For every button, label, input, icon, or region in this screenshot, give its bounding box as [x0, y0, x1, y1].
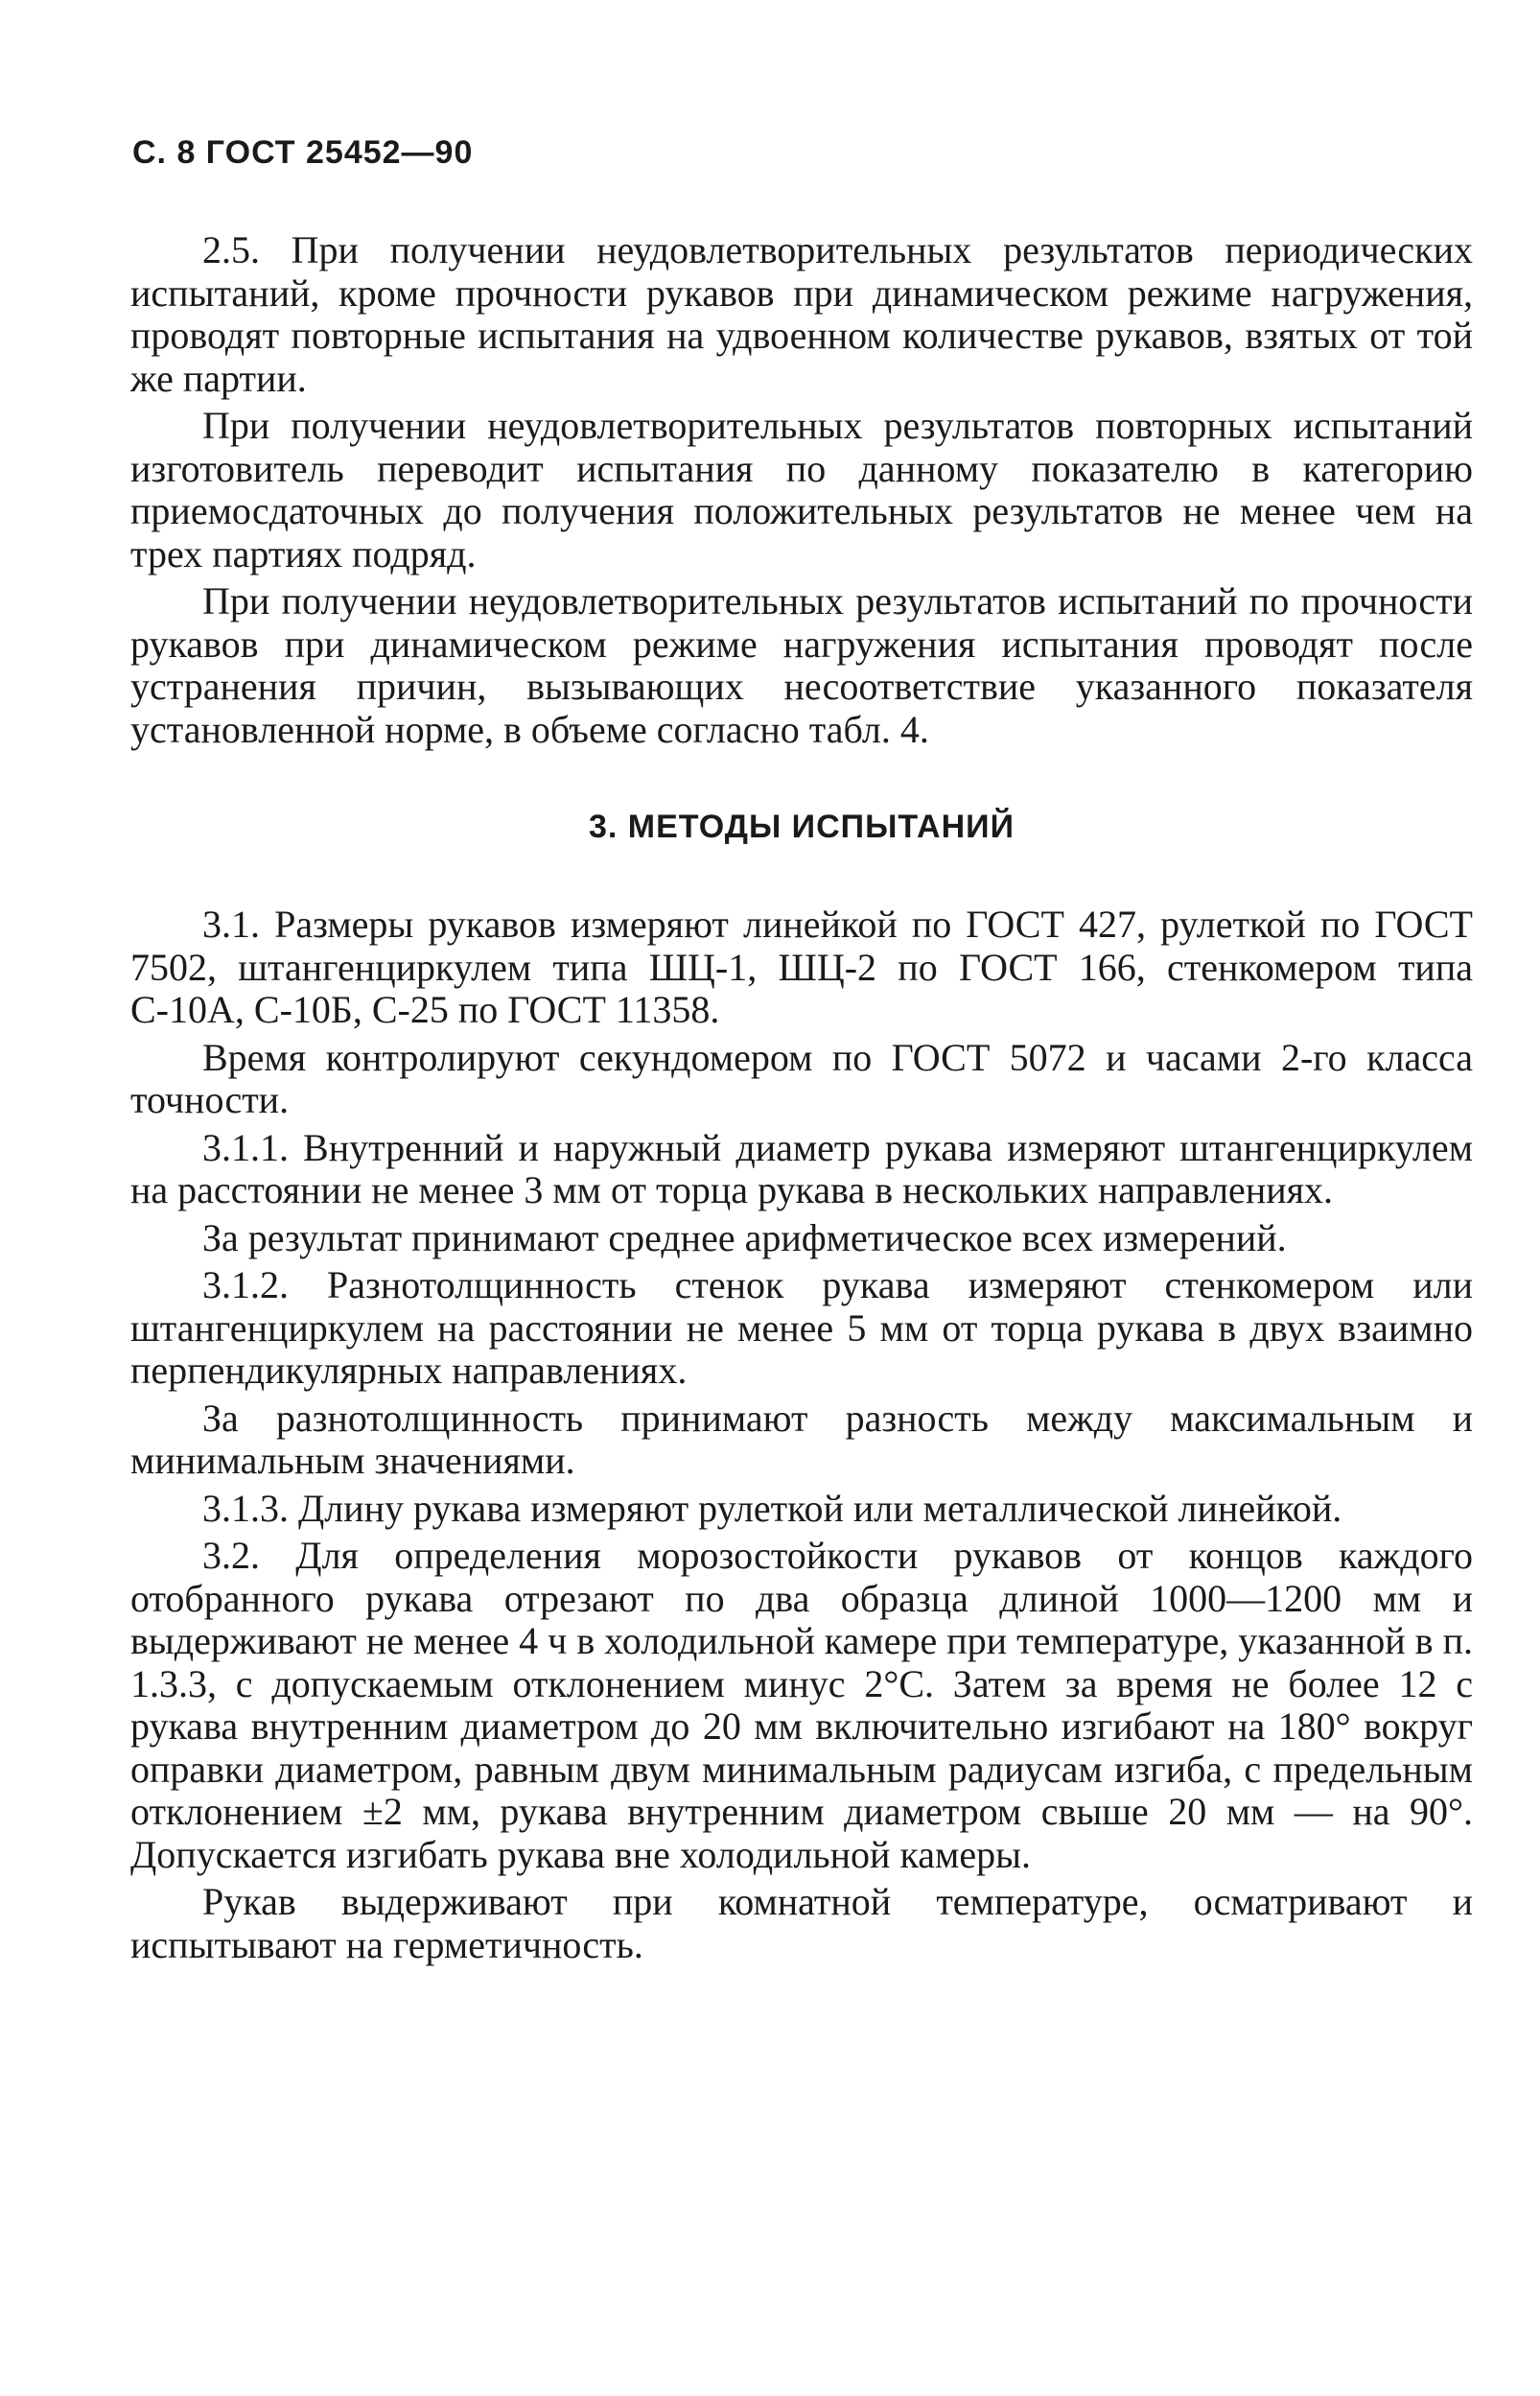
- paragraph-3-1: 3.1. Размеры рукавов измеряют линейкой по ГОСТ 427, рулеткой по ГОСТ 7502, штангенциркулем типа ШЦ-1, ШЦ-2 по ГОСТ 166, стенкомером типа С-10А, С-10Б, С-25 по ГОСТ 11358.: [130, 903, 1473, 1031]
- paragraph-3-1-1: 3.1.1. Внутренний и наружный диаметр рукава измеряют штангенциркулем на расстоянии не менее 3 мм от торца рукава в нескольких направлениях.: [130, 1125, 1473, 1211]
- paragraph-repeat-tests: При получении неудовлетворительных результатов повторных испытаний изготовитель переводит испытания по данному показателю в категорию приемосдаточных до получения положительных результатов не менее чем на трех партиях подряд.: [130, 404, 1473, 576]
- paragraph-result-average: За результат принимают среднее арифметическое всех измерений.: [202, 1215, 1287, 1259]
- paragraph-thickness-difference: За разнотолщинность принимают разность между максимальным и минимальным значениями.: [130, 1396, 1473, 1482]
- paragraph-dynamic-strength: При получении неудовлетворительных результатов испытаний по прочности рукавов при динамическом режиме нагружения испытания проводят после устранения причин, вызывающих несоответствие указанного показателя установленной норме, в объеме согласно табл. 4.: [130, 579, 1473, 751]
- document-page: [130, 134, 1473, 1966]
- paragraph-3-1-2: 3.1.2. Разнотолщинность стенок рукава измеряют стенкомером или штангенциркулем на расстоянии не менее 5 мм от торца рукава в двух взаимно перпендикулярных направлениях.: [130, 1263, 1473, 1392]
- paragraph-3-1-3: 3.1.3. Длину рукава измеряют рулеткой или металлической линейкой.: [202, 1486, 1342, 1530]
- paragraph-2-5: 2.5. При получении неудовлетворительных результатов периодических испытаний, кроме прочности рукавов при динамическом режиме нагружения, проводят повторные испытания на удвоенном количестве рукавов, взятых от той же партии.: [130, 228, 1473, 400]
- paragraph-3-2: 3.2. Для определения морозостойкости рукавов от концов каждого отобранного рукава отрезают по два образца длиной 1000—1200 мм и выдерживают не менее 4 ч в холодильной камере при температуре, указанной в п. 1.3.3, с допускаемым отклонением минус 2°С. Затем за время не более 12 с рукава внутренним диаметром до 20 мм включительно изгибают на 180° вокруг оправки диаметром, равным двум минимальным радиусам изгиба, с предельным отклонением ±2 мм, рукава внутренним диаметром свыше 20 мм — на 90°. Допускается изгибать рукава вне холодильной камеры.: [130, 1534, 1473, 1876]
- page-header: С. 8 ГОСТ 25452—90: [132, 134, 474, 171]
- section-title: 3. МЕТОДЫ ИСПЫТАНИЙ: [589, 809, 1015, 845]
- paragraph-room-temperature: Рукав выдерживают при комнатной температуре, осматривают и испытывают на герметичность.: [130, 1880, 1473, 1966]
- paragraph-time-control: Время контролируют секундомером по ГОСТ 5072 и часами 2-го класса точности.: [130, 1035, 1473, 1121]
